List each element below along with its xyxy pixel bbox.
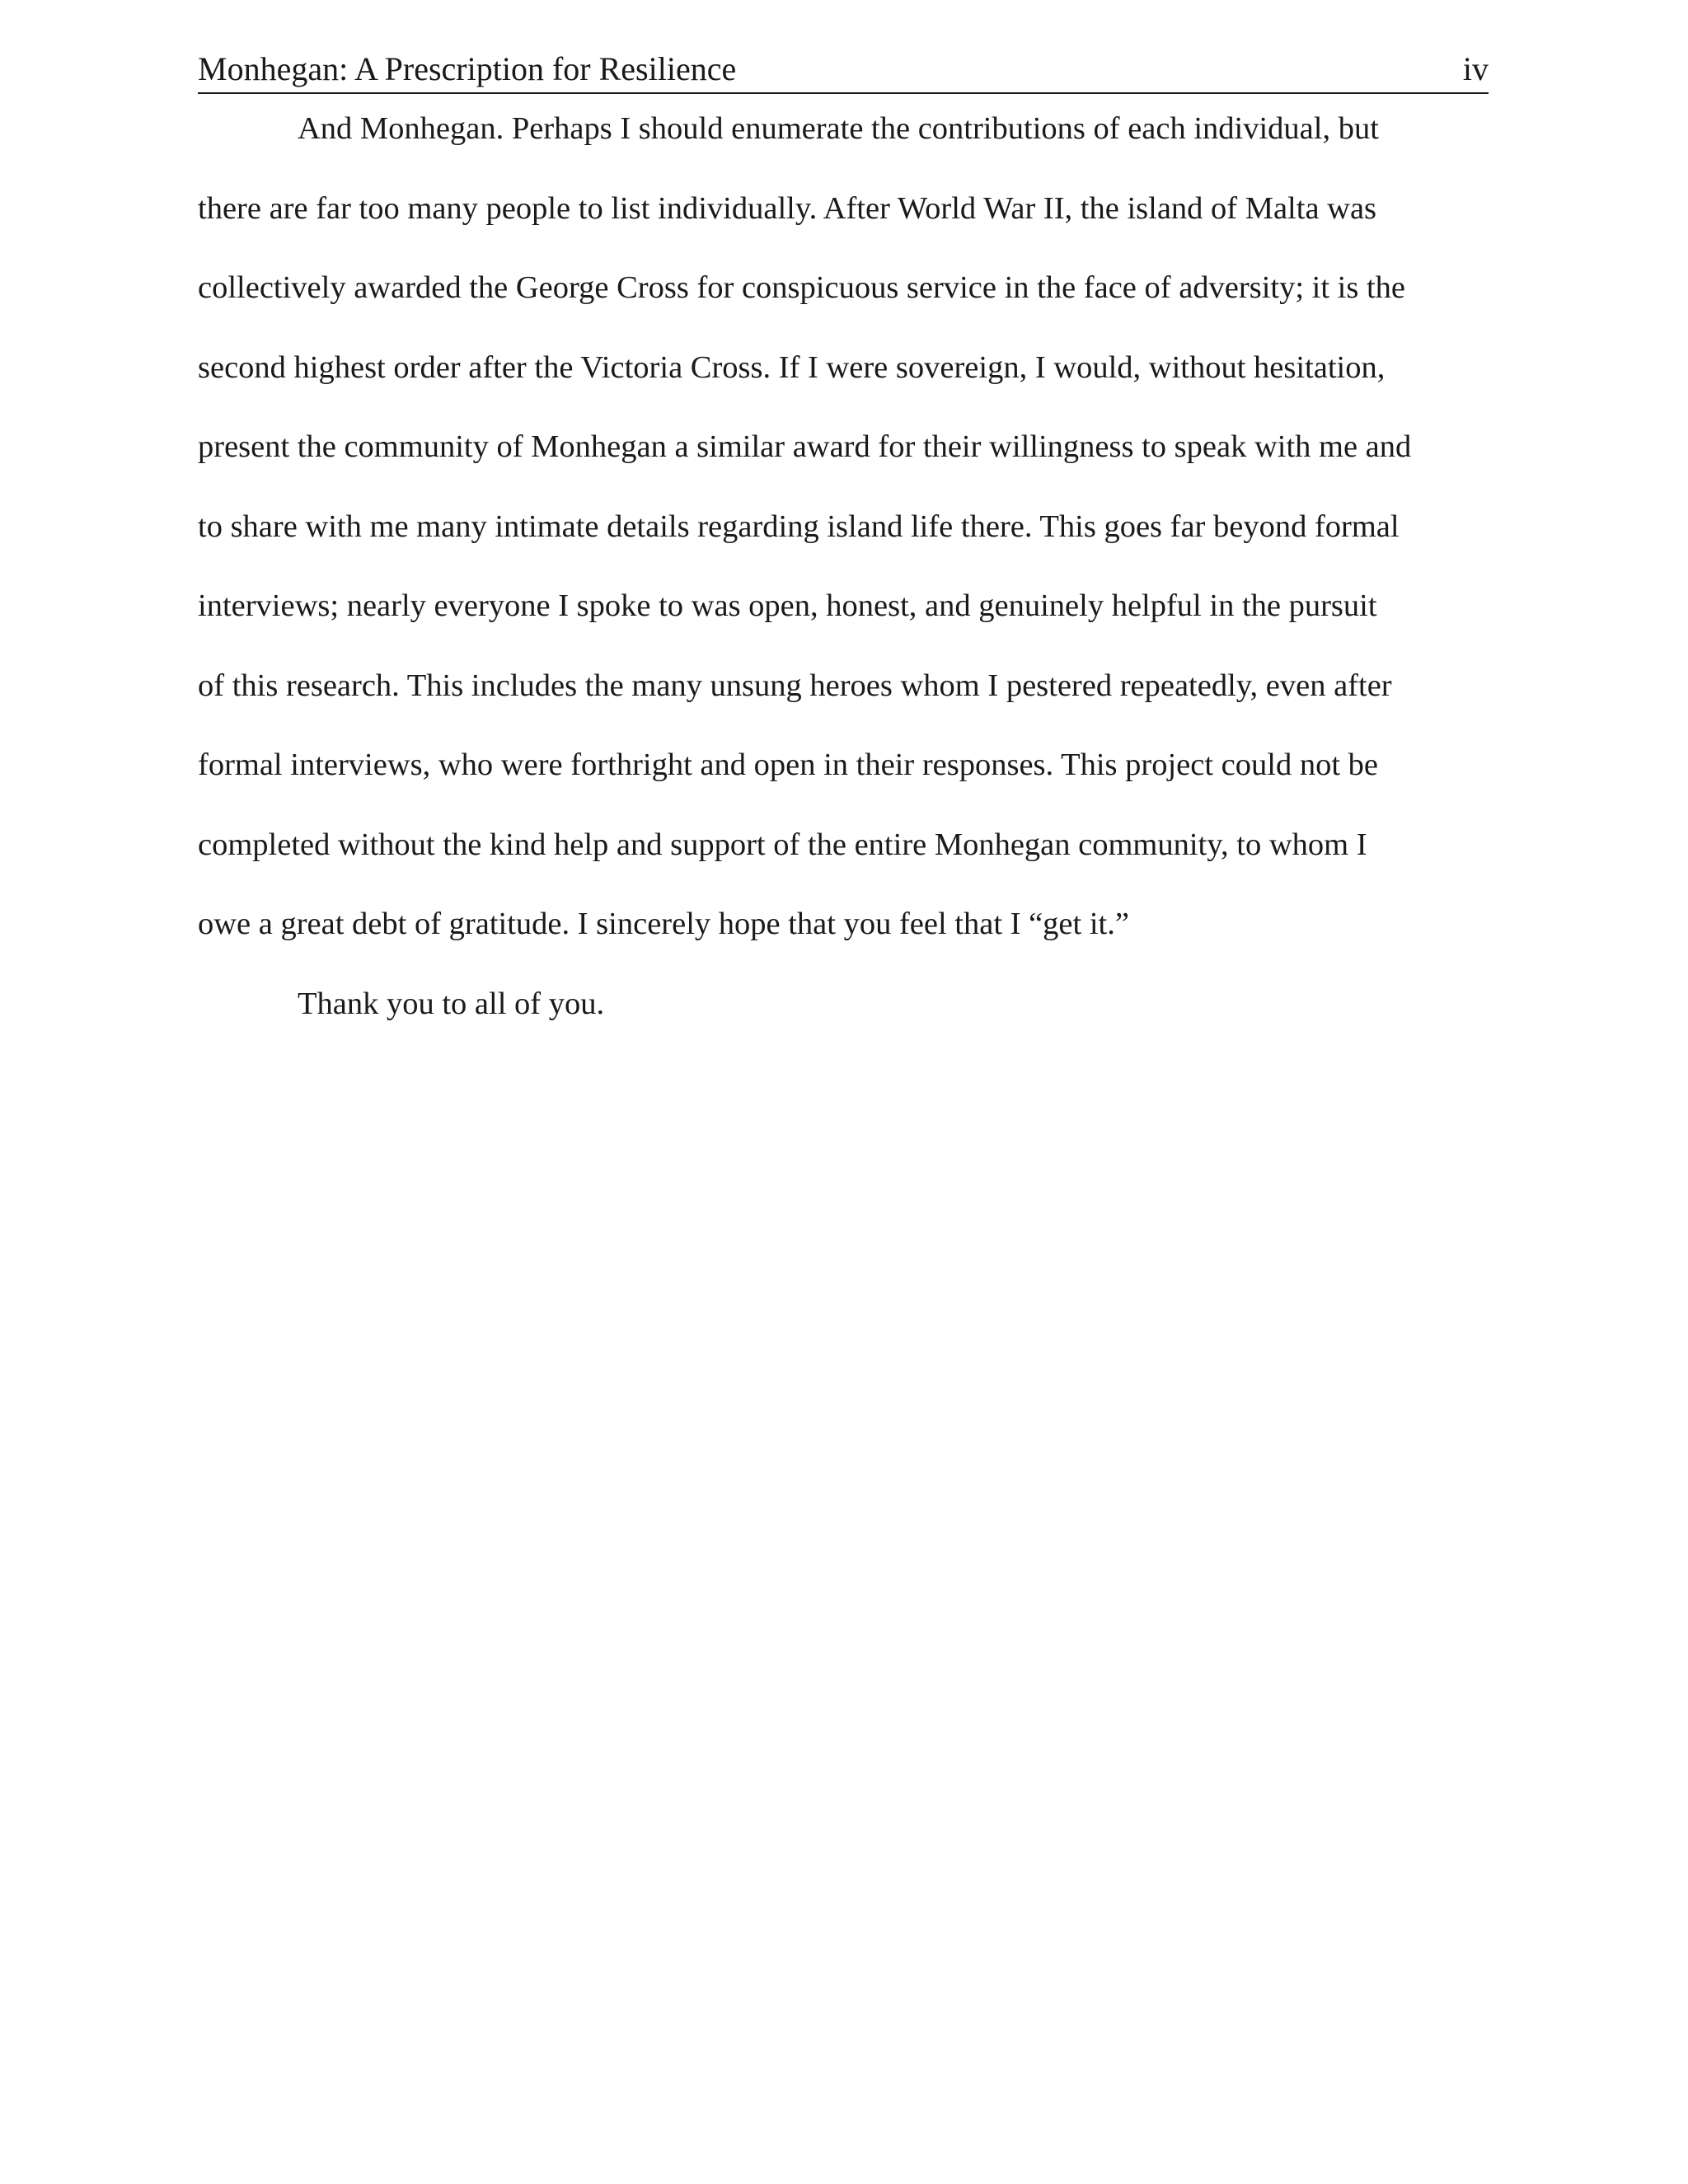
body-text [198, 89, 1489, 1043]
paragraph-line: of this research. This includes the many unsung heroes whom I pestered repeatedly, even after [198, 668, 1392, 703]
paragraph-line: interviews; nearly everyone I spoke to was open, honest, and genuinely helpful in the pursuit [198, 588, 1377, 623]
paragraph-line: formal interviews, who were forthright and open in their responses. This project could not be [198, 748, 1378, 782]
running-header-title: Monhegan: A Prescription for Resilience [198, 50, 737, 87]
paragraph-line: present the community of Monhegan a similar award for their willingness to speak with me and [198, 429, 1412, 464]
paragraph-line: second highest order after the Victoria Cross. If I were sovereign, I would, without hesitation, [198, 349, 1386, 385]
paragraph-line: owe a great debt of gratitude. I sincerely hope that you feel that I “get it.” [198, 907, 1129, 941]
paragraph [198, 89, 1489, 964]
running-header [198, 46, 1489, 94]
paragraph-line: And Monhegan. Perhaps I should enumerate the contributions of each individual, but [298, 111, 1379, 146]
paragraph-line: to share with me many intimate details regarding island life there. This goes far beyond formal [198, 509, 1400, 544]
paragraph [198, 964, 1489, 1044]
paragraph-line: collectively awarded the George Cross for conspicuous service in the face of adversity; it is the [198, 270, 1406, 305]
paragraph-line: there are far too many people to list individually. After World War II, the island of Malta was [198, 190, 1377, 226]
paragraph-line: Thank you to all of you. [298, 986, 605, 1021]
page-number: iv [1462, 50, 1489, 87]
paragraph-line: completed without the kind help and support of the entire Monhegan community, to whom I [198, 827, 1367, 862]
